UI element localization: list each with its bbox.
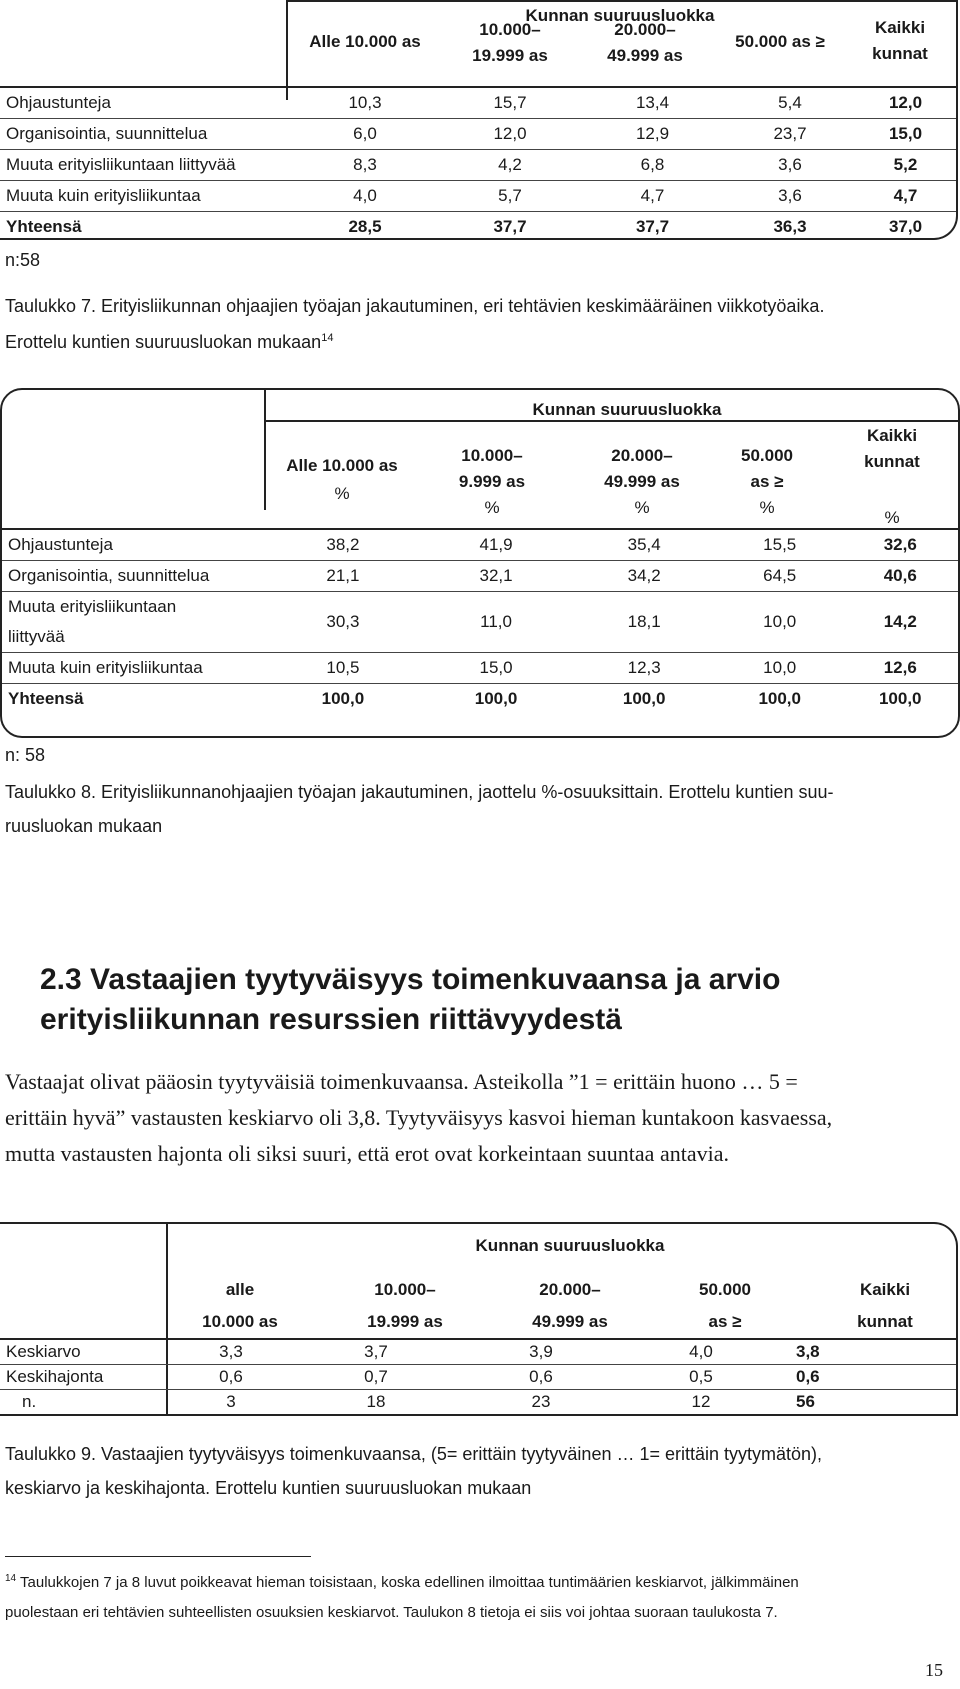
table-7-col1: Alle 10.000 as xyxy=(309,32,421,51)
cell: 3,7 xyxy=(364,1342,388,1361)
table-7-n: n:58 xyxy=(5,250,41,270)
row-label xyxy=(2,592,265,653)
table-8-group-header: Kunnan suuruusluokka xyxy=(532,400,722,419)
cell: 4,7 xyxy=(640,186,665,205)
table-row xyxy=(0,119,956,150)
table-8-col4a: 50.000 xyxy=(741,446,793,465)
caption-text: Erottelu kuntien suuruusluokan mukaan xyxy=(5,332,322,352)
table-9 xyxy=(0,1222,958,1416)
table-7-col5b: kunnat xyxy=(872,44,928,63)
cell: 5,4 xyxy=(778,93,802,112)
table-row xyxy=(0,88,956,119)
table-row xyxy=(2,684,958,715)
table-8-col4c: % xyxy=(759,498,775,517)
cell-total: 32,6 xyxy=(883,535,917,554)
table-7-caption-line1: Taulukko 7. Erityisliikunnan ohjaajien työajan jakautuminen, eri tehtävien keskimääräinen viikkotyöaika. xyxy=(5,296,825,316)
footnote-divider xyxy=(5,1556,311,1557)
table-7-col5a: Kaikki xyxy=(874,18,926,37)
table-8-caption-line1: Taulukko 8. Erityisliikunnanohjaajien työajan jakautuminen, jaottelu %-osuuksittain. Erottelu kuntien suu- xyxy=(5,782,834,802)
cell-total: 100,0 xyxy=(878,689,922,708)
table-9-col5b: kunnat xyxy=(857,1312,913,1331)
table-9-group-header: Kunnan suuruusluokka xyxy=(475,1236,665,1255)
table-7 xyxy=(0,0,958,240)
cell: 15,7 xyxy=(493,93,527,112)
table-row xyxy=(0,1340,956,1365)
row-label: Ohjaustunteja xyxy=(6,93,111,112)
table-8-n: n: 58 xyxy=(5,745,46,765)
table-9-col1b: 10.000 as xyxy=(202,1312,278,1331)
cell-total: 56 xyxy=(796,1392,815,1411)
cell: 10,3 xyxy=(348,93,382,112)
table-7-col2b: 19.999 as xyxy=(472,46,548,65)
cell: 64,5 xyxy=(763,566,797,585)
cell-total: 0,6 xyxy=(796,1367,820,1386)
table-8-col3c: % xyxy=(634,498,650,517)
cell: 6,0 xyxy=(353,124,377,143)
table-7-body xyxy=(0,88,956,242)
table-8-col3a: 20.000– xyxy=(611,446,673,465)
row-label-line: Muuta erityisliikuntaan xyxy=(8,597,177,616)
cell: 4,0 xyxy=(689,1342,713,1361)
cell: 3,6 xyxy=(778,186,802,205)
cell: 11,0 xyxy=(480,612,512,631)
page-number: 15 xyxy=(925,1660,943,1680)
table-8-col5c: % xyxy=(884,508,900,527)
table-8-body xyxy=(2,530,958,714)
cell: 10,5 xyxy=(326,658,360,677)
table-7-col2a: 10.000– xyxy=(479,20,541,39)
cell: 30,3 xyxy=(326,612,360,631)
cell: 5,7 xyxy=(498,186,522,205)
table-8-col1b: % xyxy=(334,484,350,503)
table-7-caption-line2 xyxy=(5,322,333,358)
footnote-text: Taulukkojen 7 ja 8 luvut poikkeavat hieman toisistaan, koska edellinen ilmoittaa tuntimäärien keskiarvot, jälkimmäinen xyxy=(20,1574,799,1591)
cell: 100,0 xyxy=(622,689,666,708)
table-9-col2b: 19.999 as xyxy=(367,1312,443,1331)
table-row xyxy=(0,1390,956,1416)
cell: 21,1 xyxy=(326,566,360,585)
cell-total: 5,2 xyxy=(893,155,918,174)
table-row xyxy=(0,181,956,212)
table-8-col4b: as ≥ xyxy=(750,472,784,491)
row-label: Yhteensä xyxy=(8,689,84,708)
cell-total: 12,6 xyxy=(883,658,917,677)
cell: 37,7 xyxy=(635,217,670,236)
table-row xyxy=(0,212,956,243)
table-row xyxy=(0,150,956,181)
cell-total: 14,2 xyxy=(883,612,917,631)
table-8-caption-line2: ruusluokan mukaan xyxy=(5,816,163,836)
table-row xyxy=(2,561,958,592)
row-label: Ohjaustunteja xyxy=(8,535,113,554)
cell: 12,3 xyxy=(627,658,661,677)
table-8-col1a: Alle 10.000 as xyxy=(286,456,398,475)
cell: 12,9 xyxy=(635,124,670,143)
cell: 4,2 xyxy=(498,155,522,174)
cell: 100,0 xyxy=(758,689,801,708)
cell: 4,0 xyxy=(353,186,377,205)
table-9-col1a: alle xyxy=(225,1280,255,1299)
row-label: Muuta kuin erityisliikuntaa xyxy=(6,186,201,205)
cell: 3,9 xyxy=(529,1342,553,1361)
cell: 12,0 xyxy=(493,124,527,143)
cell: 3,6 xyxy=(778,155,802,174)
table-8-col2a: 10.000– xyxy=(461,446,523,465)
cell: 32,1 xyxy=(479,566,513,585)
cell-total: 15,0 xyxy=(888,124,923,143)
table-9-col3a: 20.000– xyxy=(539,1280,601,1299)
table-9-caption-line1: Taulukko 9. Vastaajien tyytyväisyys toimenkuvaansa, (5= erittäin tyytyväinen … 1= erittäin tyytymätön), xyxy=(5,1444,823,1464)
cell: 10,0 xyxy=(763,658,797,677)
table-9-body xyxy=(0,1340,956,1416)
table-9-col4b: as ≥ xyxy=(708,1312,742,1331)
cell: 36,3 xyxy=(773,217,807,236)
table-7-col4: 50.000 as ≥ xyxy=(735,32,825,51)
cell-total: 3,8 xyxy=(796,1342,820,1361)
table-8-col2b: 9.999 as xyxy=(458,472,526,491)
cell: 18,1 xyxy=(627,612,661,631)
cell-total: 4,7 xyxy=(893,186,918,205)
cell: 0,5 xyxy=(689,1367,713,1386)
cell: 8,3 xyxy=(353,155,377,174)
table-9-col5a: Kaikki xyxy=(859,1280,911,1299)
cell: 35,4 xyxy=(627,535,661,554)
cell: 23 xyxy=(531,1392,551,1411)
cell: 100,0 xyxy=(321,689,365,708)
footnote xyxy=(5,1564,799,1628)
section-heading-line: 2.3 Vastaajien tyytyväisyys toimenkuvaansa ja arvio xyxy=(40,963,781,996)
cell: 3,3 xyxy=(219,1342,243,1361)
table-7-col3b: 49.999 as xyxy=(607,46,683,65)
cell: 0,7 xyxy=(364,1367,388,1386)
table-9-col3b: 49.999 as xyxy=(532,1312,608,1331)
cell: 37,7 xyxy=(493,217,527,236)
footnote-ref: 14 xyxy=(5,1573,17,1584)
cell: 13,4 xyxy=(635,93,670,112)
table-8-col2c: % xyxy=(484,498,500,517)
table-row xyxy=(2,653,958,684)
row-label: Muuta kuin erityisliikuntaa xyxy=(8,658,203,677)
cell-total: 37,0 xyxy=(888,217,923,236)
table-row xyxy=(2,592,958,653)
cell: 0,6 xyxy=(219,1367,243,1386)
cell-total: 40,6 xyxy=(883,566,917,585)
row-label: Keskiarvo xyxy=(6,1342,81,1361)
table-8-col5a: Kaikki xyxy=(866,426,918,445)
table-9-caption-line2: keskiarvo ja keskihajonta. Erottelu kuntien suuruusluokan mukaan xyxy=(5,1478,532,1498)
row-label: Muuta erityisliikuntaan liittyvää xyxy=(6,155,236,174)
cell: 18 xyxy=(366,1392,386,1411)
row-label: Organisointia, suunnittelua xyxy=(8,566,210,585)
section-heading-line: erityisliikunnan resurssien riittävyydestä xyxy=(40,1003,622,1036)
cell: 28,5 xyxy=(348,217,382,236)
table-8-col3b: 49.999 as xyxy=(604,472,680,491)
row-label: Yhteensä xyxy=(6,217,82,236)
footnote-line: puolestaan eri tehtävien suhteellisten osuuksien keskiarvot. Taulukon 8 tietoja ei siis voi johtaa suoraan taulukosta 7. xyxy=(5,1604,778,1621)
cell: 38,2 xyxy=(326,535,360,554)
table-row xyxy=(2,530,958,561)
cell: 3 xyxy=(226,1392,236,1411)
cell: 0,6 xyxy=(529,1367,553,1386)
cell-total: 12,0 xyxy=(888,93,923,112)
table-8 xyxy=(0,388,960,738)
cell: 10,0 xyxy=(763,612,797,631)
row-label: n. xyxy=(22,1392,37,1411)
footnote-line xyxy=(5,1564,799,1598)
row-label: Keskihajonta xyxy=(6,1367,104,1386)
cell: 41,9 xyxy=(479,535,513,554)
table-8-col5b: kunnat xyxy=(864,452,920,471)
cell: 23,7 xyxy=(773,124,807,143)
cell: 15,5 xyxy=(763,535,797,554)
table-9-col2a: 10.000– xyxy=(374,1280,436,1299)
cell: 100,0 xyxy=(474,689,518,708)
cell: 15,0 xyxy=(479,658,513,677)
cell: 6,8 xyxy=(640,155,665,174)
table-9-col4a: 50.000 xyxy=(699,1280,751,1299)
row-label: Organisointia, suunnittelua xyxy=(6,124,208,143)
table-row xyxy=(0,1365,956,1390)
paragraph-line: erittäin hyvä” vastausten keskiarvo oli 3,8. Tyytyväisyys kasvoi hieman kuntakoon kasvaessa, xyxy=(5,1105,833,1130)
paragraph-line: mutta vastausten hajonta oli siksi suuri, että erot ovat korkeintaan suuntaa antavia. xyxy=(5,1141,729,1166)
table-7-group-header: Kunnan suuruusluokka xyxy=(525,6,715,25)
cell: 34,2 xyxy=(627,566,661,585)
paragraph-line: Vastaajat olivat pääosin tyytyväisiä toimenkuvaansa. Asteikolla ”1 = erittäin huono … 5 = xyxy=(5,1069,798,1094)
section-heading xyxy=(40,960,780,1040)
section-paragraph xyxy=(5,1064,955,1172)
cell: 12 xyxy=(691,1392,711,1411)
table-7-col3a: 20.000– xyxy=(614,20,676,39)
row-label-line: liittyvää xyxy=(8,627,65,646)
footnote-ref: 14 xyxy=(321,332,334,344)
